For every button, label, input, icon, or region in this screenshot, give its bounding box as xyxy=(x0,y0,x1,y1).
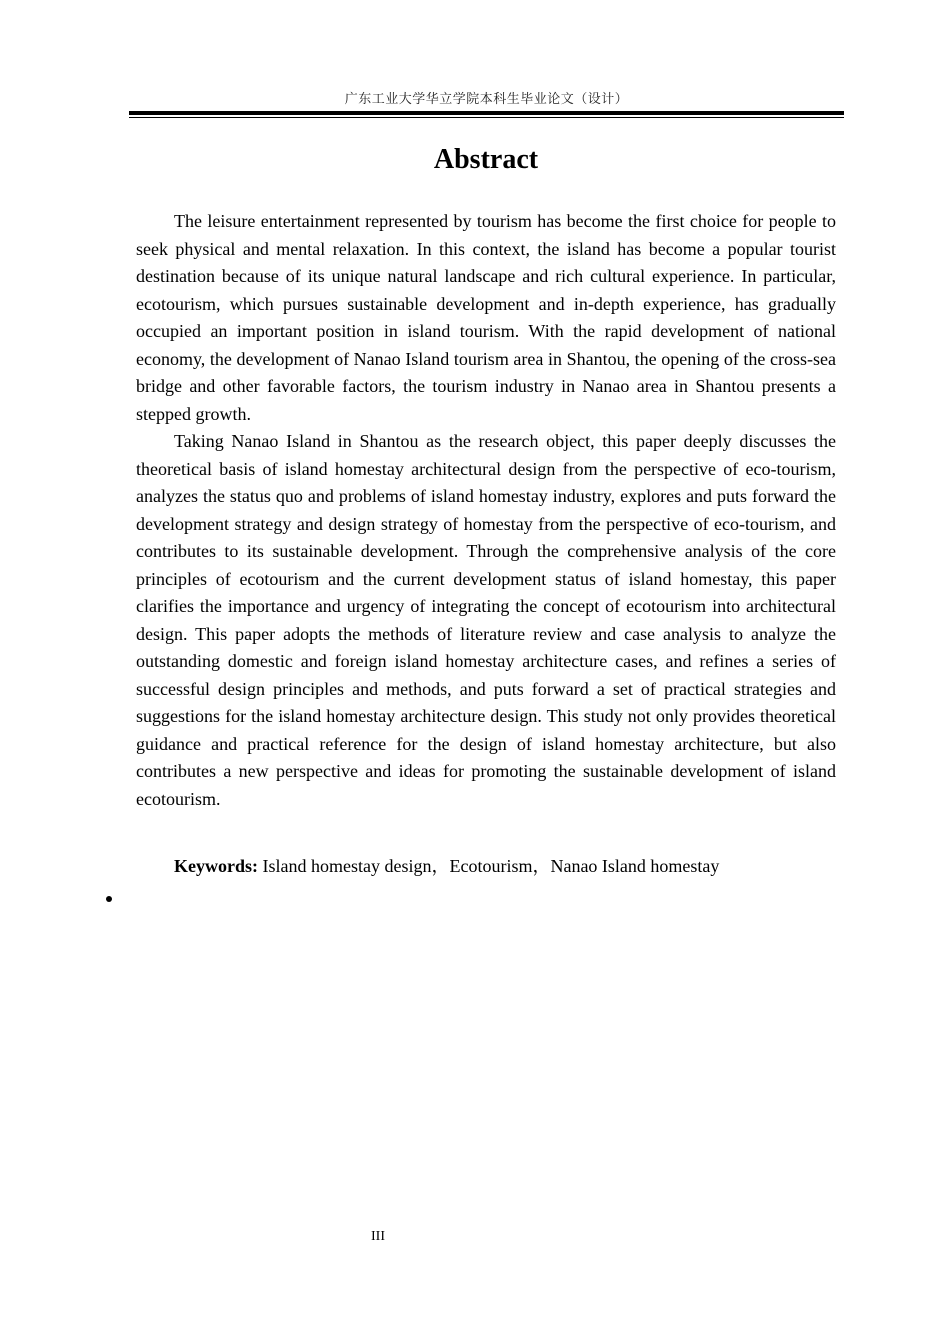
header-rule-thin xyxy=(129,117,844,118)
header-rule-thick xyxy=(129,111,844,115)
page-number: III xyxy=(371,1229,385,1244)
abstract-paragraph-1: The leisure entertainment represented by tourism has become the first choice for people to seek physical and mental relaxation. In this context, the island has become a popular tourist destination because of its unique natural landscape and rich cultural experience. In particular, ecotourism, which pursues sustainable development and in-depth experience, has gradually occupied an important position in island tourism. With the rapid development of national economy, the development of Nanao Island tourism area in Shantou, the opening of the cross-sea bridge and other favorable factors, the tourism industry in Nanao area in Shantou presents a stepped growth. xyxy=(136,211,836,424)
running-header: 广东工业大学华立学院本科生毕业论文（设计） xyxy=(344,92,629,107)
keywords-label: Keywords: xyxy=(174,856,258,876)
keywords-text: Island homestay design，Ecotourism，Nanao Island homestay xyxy=(258,856,720,876)
abstract-paragraph-2: Taking Nanao Island in Shantou as the research object, this paper deeply discusses the theoretical basis of island homestay architectural design from the perspective of eco-tourism, analyzes the status quo and problems of island homestay industry, explores and puts forward the development strategy and design strategy of homestay from the perspective of eco-tourism, and contributes to its sustainable development. Through the comprehensive analysis of the core principles of ecotourism and the current development status of island homestay, this paper clarifies the importance and urgency of integrating the concept of ecotourism into architectural design. This paper adopts the methods of literature review and case analysis to analyze the outstanding domestic and foreign island homestay architecture cases, and refines a series of successful design principles and methods, and puts forward a set of practical strategies and suggestions for the island homestay architecture design. This study not only provides theoretical guidance and practical reference for the design of island homestay architecture, but also contributes a new perspective and ideas for promoting the sustainable development of island ecotourism. xyxy=(136,431,836,809)
keywords-line xyxy=(174,853,719,880)
bullet-dot xyxy=(106,896,112,902)
abstract-body xyxy=(136,208,836,813)
abstract-title: Abstract xyxy=(433,144,539,175)
